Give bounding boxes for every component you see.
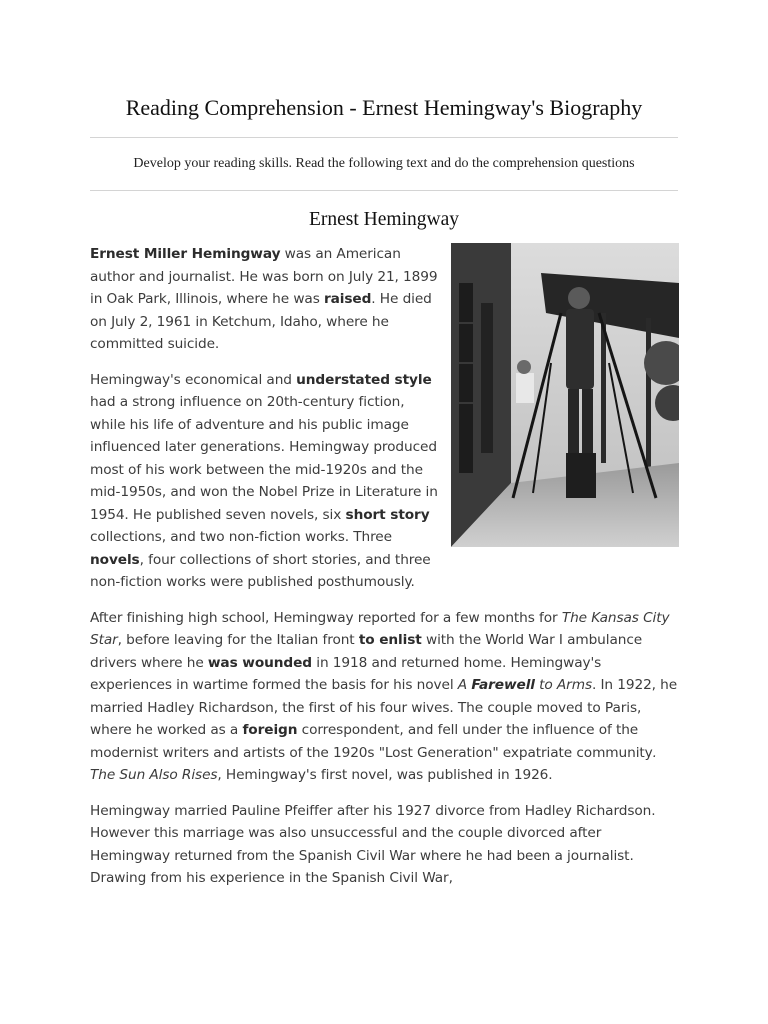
article-body (90, 243, 679, 903)
paragraph-3: After finishing high school, Hemingway reported for a few months for The Kansas City Star, before leaving for the Italian front to enlist with the World War I ambulance drivers where he was wounded in 1918 and returned home. Hemingway's experiences in wartime formed the basis for his novel A Farewell to Arms. In 1922, he married Hadley Richardson, the first of his four wives. The couple moved to Paris, where he worked as a foreign correspondent, and fell under the influence of the modernist writers and artists of the 1920s "Lost Generation" expatriate community. The Sun Also Rises, Hemingway's first novel, was published in 1926. (90, 609, 678, 783)
intro-text: Develop your reading skills. Read the following text and do the comprehension questions (133, 156, 635, 171)
paragraph-1: Ernest Miller Hemingway was an American author and journalist. He was born on July 21, 1899 in Oak Park, Illinois, where he was raised. He died on July 2, 1961 in Ketchum, Idaho, where he committed suicide. (90, 246, 438, 352)
hemingway-photo (451, 243, 679, 547)
photo-image (451, 243, 679, 547)
divider-top (90, 137, 678, 138)
divider-bottom (90, 190, 678, 191)
article-heading: Ernest Hemingway (308, 209, 459, 230)
page-title: Reading Comprehension - Ernest Hemingway's Biography (125, 95, 643, 120)
paragraph-2: Hemingway's economical and understated style had a strong influence on 20th-century fiction, while his life of adventure and his public image influenced later generations. Hemingway produced most of his work between the mid-1920s and the mid-1950s, and won the Nobel Prize in Literature in 1954. He published seven novels, six short story collections, and two non-fiction works. Three novels, four collections of short stories, and three non-fiction works were published posthumously. (90, 371, 438, 590)
p1-name: Ernest Miller Hemingway (90, 246, 281, 262)
paragraph-4: Hemingway married Pauline Pfeiffer after his 1927 divorce from Hadley Richardson. However this marriage was also unsuccessful and the couple divorced after Hemingway returned from the Spanish Civil War where he had been a journalist. Drawing from his experience in the Spanish Civil War, (90, 802, 656, 886)
